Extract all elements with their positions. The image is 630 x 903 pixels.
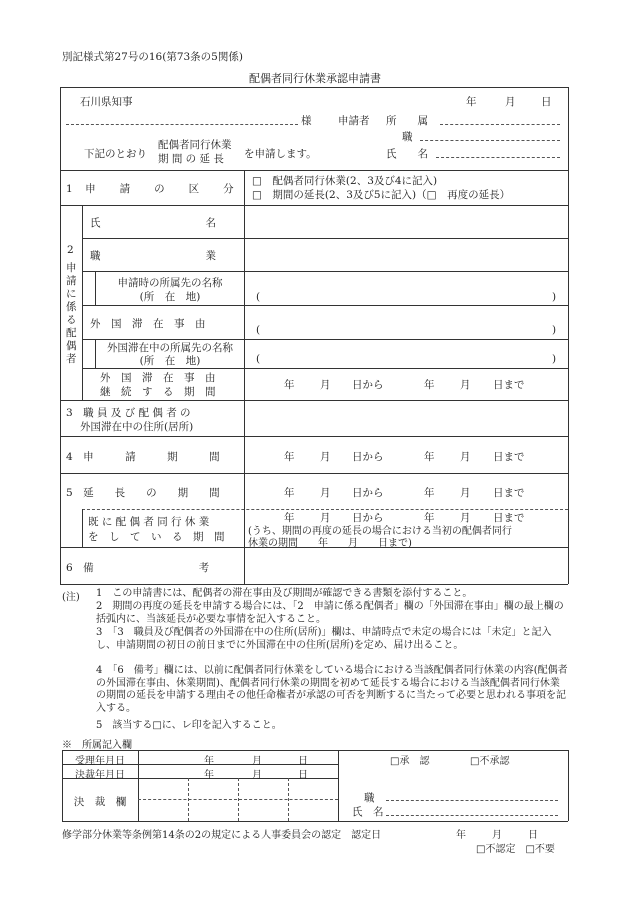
r1-option-extension[interactable]: □ 期間の延長(2、3及び5に記入)（□ 再度の延長） [252,189,511,201]
intro-suffix: を申請します。 [244,148,317,160]
day-unit: 日 [298,756,308,767]
name-blank[interactable] [436,157,560,158]
paren-open: ( [256,291,261,303]
row2-group-label: 申請に係る配偶者 [66,262,77,365]
year-unit: 年 [204,756,214,767]
form-title: 配偶者同行休業承認申請書 [249,72,381,85]
note-3: 3 「3 職員及び配偶者の外国滞在中の住所(居所)」欄は、申請時点で未定の場合には「未定」と記入し、申請期間の初日の前日までに外国滞在中の住所(居所)を定め、届け出ること。 [96,627,552,651]
row-sep [82,305,568,306]
sub-col-divider [82,205,83,400]
form-number: 別記様式第27号の16(第73条の5関係) [62,51,243,63]
row4-label: 4 申 請 期 間 [66,451,220,463]
year-unit: 年 [284,379,295,391]
paren-close: ) [552,324,557,336]
note-5: 5 該当する□に、レ印を記入すること。 [96,720,282,731]
day-unit: 日 [298,770,308,781]
office-position-blank[interactable] [386,800,558,801]
recognition-label: 修学部分休業等条例第14条の2の規定による人事委員会の認定 認定日 [62,830,382,841]
r2-foreign-org-label: 外国滞在中の所属先の名称 [107,342,233,354]
note-4: 4 「6 備考」欄には、以前に配偶者同行休業をしている場合における当該配偶者同行休業の内容(配偶者の外国滞在事由、休業期間)、配偶者同行休業の期間を初めて延長する場合における当該配偶者同行休業の期間の延長を申請する理由その他任命権者が承認の可否を判断するに当たって必要と思われる事項を記入する。 [96,665,568,714]
name-label: 氏 名 [386,148,428,160]
row6-label: 6 備 考 [66,562,210,574]
year-unit: 年 [284,512,295,524]
year-unit: 年 [424,512,435,524]
sub-col-divider [82,509,83,547]
row3-label-2: 外国滞在中の住所(居所) [80,421,194,433]
row5b-label-1: 既 に 配 偶 者 同 行 休 業 [88,516,210,528]
year-unit: 年 [424,451,435,463]
row-sep [60,436,568,437]
row-sep [60,170,568,171]
office-border [62,821,568,822]
position-blank[interactable] [420,140,560,141]
row-sep [60,400,568,401]
from-unit: 日から [352,487,384,499]
r2-reason-label: 外 国 滞 在 事 由 [90,318,206,330]
office-border [568,750,569,821]
r2-period-label-2: 継 続 す る 期 間 [100,386,216,398]
approve-checkbox[interactable]: □承 認 [390,756,430,767]
date-month: 月 [505,96,516,108]
r1-option-leave[interactable]: □ 配偶者同行休業(2、3及び4に記入) [252,175,438,187]
intro-prefix: 下記のとおり [84,148,147,160]
month-unit: 月 [320,379,331,391]
from-unit: 日から [352,512,384,524]
paren-open: ( [256,353,261,365]
until-unit: 日まで [493,451,525,463]
month-unit: 月 [320,512,331,524]
row2-number: 2 [67,244,74,256]
row-sep [82,238,568,239]
sama-label: 様 [301,115,312,127]
year-unit: 年 [424,487,435,499]
table-left-border [60,87,61,584]
month-unit: 月 [460,487,471,499]
table-right-border [568,87,569,584]
year-unit: 年 [204,770,214,781]
office-heading: ※ 所属記入欄 [62,740,132,751]
row1-label: 1 申 請 の 区 分 [66,183,235,195]
affiliation-label: 所 属 [386,115,428,127]
addressee-blank[interactable] [66,124,298,125]
office-position-label: 職 [364,792,375,804]
approval-col-label: 決 裁 欄 [73,796,127,808]
date-year: 年 [466,96,477,108]
row5-label: 5 延 長 の 期 間 [66,487,220,499]
until-unit: 日まで [493,379,525,391]
row-sep [82,368,568,369]
date-day: 日 [541,96,552,108]
applicant-label: 申請者 [338,115,370,127]
disapprove-checkbox[interactable]: □不承認 [470,756,510,767]
office-name-blank[interactable] [386,815,558,816]
decided-label: 決裁年月日 [75,770,125,781]
day-unit: 日 [528,830,538,841]
col-divider [244,170,245,584]
row3-label-1: 3 職 員 及 び 配 偶 者 の [66,407,191,419]
note-1: 1 この申請書には、配偶者の滞在事由及び期間が確認できる書類を添付すること。 [96,588,473,599]
paren-close: ) [552,353,557,365]
year-unit: 年 [284,451,295,463]
from-unit: 日から [352,451,384,463]
position-label: 職 [402,131,413,143]
office-border [138,750,139,821]
year-unit: 年 [456,830,466,841]
until-unit: 日まで [493,512,525,524]
intro-item-leave: 配偶者同行休業 [158,139,232,151]
month-unit: 月 [460,379,471,391]
from-unit: 日から [352,379,384,391]
affiliation-blank[interactable] [440,124,560,125]
r2-period-label-1: 外 国 滞 在 事 由 [100,372,216,384]
paren-open: ( [256,324,261,336]
r2-job-label: 職 業 [90,250,216,262]
row-sep [60,205,568,206]
office-name-label: 氏 名 [352,806,384,818]
paren-close: ) [552,291,557,303]
month-unit: 月 [492,830,502,841]
office-border [338,750,339,821]
not-recognized-options[interactable]: □不認定 □不要 [476,844,555,855]
row-sep [60,473,568,474]
row-sep [82,271,568,272]
month-unit: 月 [460,451,471,463]
r2-org-label: 申請時の所属先の名称 [117,277,223,289]
note-2: 2 期間の再度の延長を申請する場合には、「2 申請に係る配偶者」欄の「外国滞在事由」欄の最上欄の括弧内に、当該延長が必要な事情を記入すること。 [96,601,564,625]
r2-org-address: (所 在 地) [139,291,201,303]
received-label: 受理年月日 [75,756,125,767]
row5b-note-2: 休業の期間 年 月 日まで) [248,538,412,549]
notes-prefix: (注) [62,592,80,603]
intro-item-extension: 期 間 の 延 長 [158,153,224,165]
year-unit: 年 [424,379,435,391]
r2-name-label: 氏 名 [90,217,216,229]
table-top-border [60,87,568,88]
month-unit: 月 [252,756,262,767]
month-unit: 月 [252,770,262,781]
addressee: 石川県知事 [80,96,133,108]
until-unit: 日まで [493,487,525,499]
month-unit: 月 [460,512,471,524]
month-unit: 月 [320,451,331,463]
year-unit: 年 [284,487,295,499]
row5b-note-1: (うち、期間の再度の延長の場合における当初の配偶者同行 [248,526,512,537]
office-dashed [138,799,338,800]
month-unit: 月 [320,487,331,499]
row5b-label-2: を し て い る 期 間 [88,531,225,543]
table-bottom-border [60,584,568,585]
r2-foreign-org-address: (所 在 地) [139,355,201,367]
